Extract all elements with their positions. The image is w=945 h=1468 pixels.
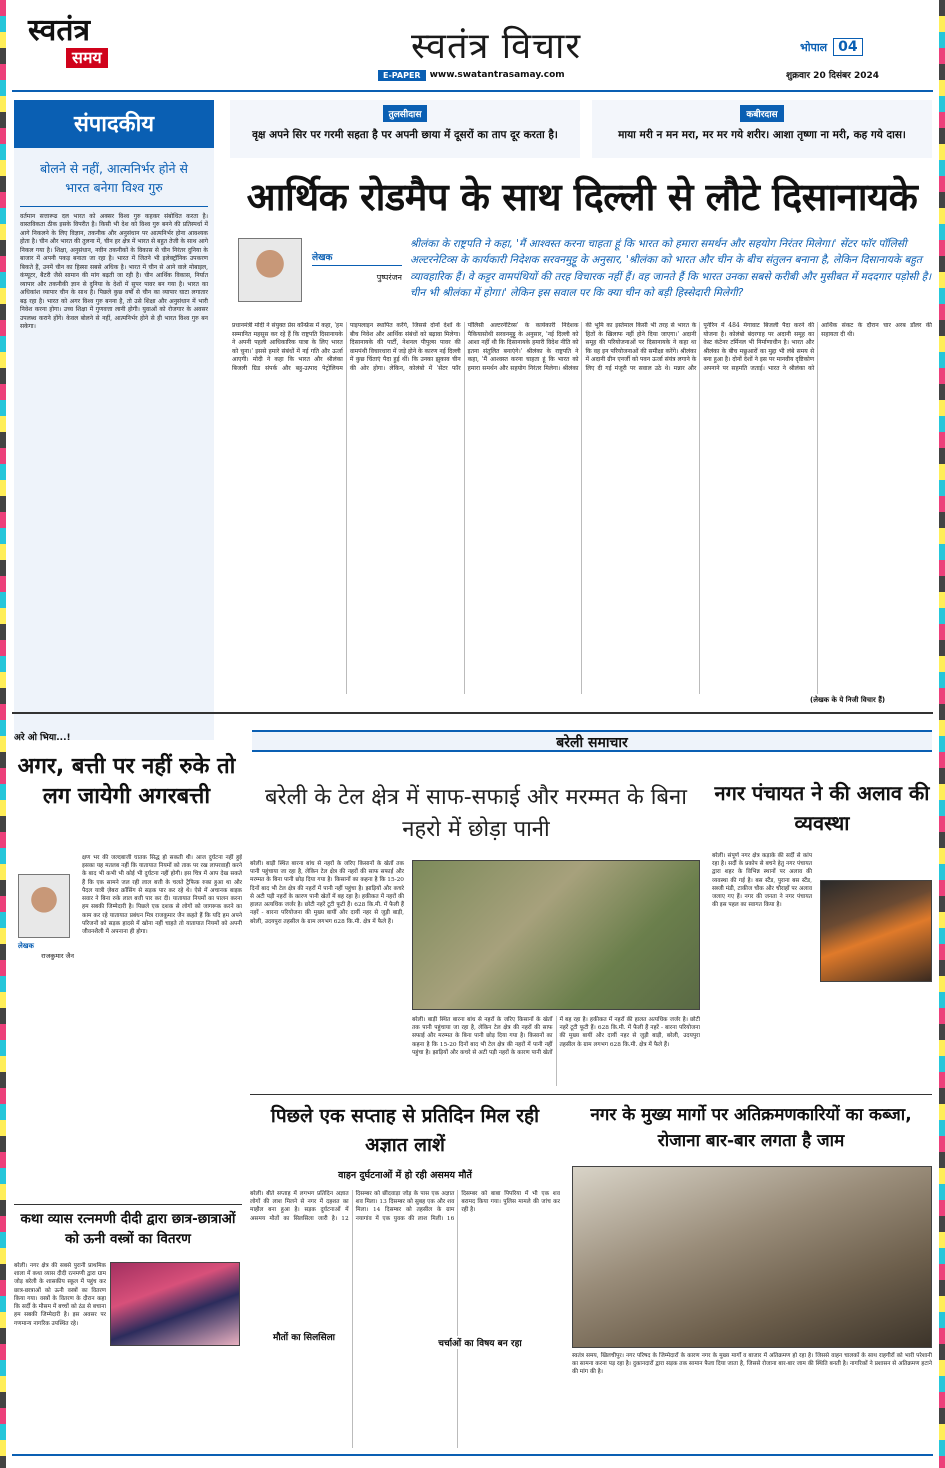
- lead-body: प्रधानमंत्री मोदी ने संयुक्त प्रेस कॉन्फ्रेंस में कहा, 'हम सम्मानित महसूस कर रहे हैं कि राष्ट्रपति दिसानायके ने अपनी पहली आधिकारिक यात्रा के लिए भारत को चुना।' इससे हमारे संबंधों में नई गति और ऊर्जा आएगी। मोदी ने कहा कि भारत और श्रीलंका बिजली ग्रिड संपर्क और बहु-उत्पाद पेट्रोलियम पाइपलाइन स्थापित करेंगे, जिससे दोनों देशों के बीच निवेश और आर्थिक संबंधों को बढ़ावा मिलेगा। दिसानायके की पार्टी, नेशनल पीपुल्स पावर की वामपंथी विचारधारा में जड़े होने के कारण नई दिल्ली में कुछ चिंताएं पैदा हुई थीं। कि उनका झुकाव चीन की ओर होगा। लेकिन, कोलंबो में 'सेंटर फॉर पॉलिसी अल्टरनेटिव्स' के कार्यकारी निदेशक पैकियासोथी सरवनमुट्टू के अनुसार, 'नई दिल्ली को आशा नहीं थी कि दिसानायके हमारी विदेश नीति को इतना संतुलित बनाएंगे।' श्रीलंका के राष्ट्रपति ने कहा, 'मैं आश्वस्त करना चाहता हूं कि भारत को हमारा समर्थन और सहयोग निरंतर मिलेगा। श्रीलंका की भूमि का इस्तेमाल किसी भी तरह से भारत के हितों के खिलाफ नहीं होने दिया जाएगा।' अदानी समूह की परियोजनाओं पर दिसानायके ने कहा था कि वह इन परियोजनाओं की समीक्षा करेंगे। श्रीलंका में अदानी ग्रीन एनर्जी को पवन ऊर्जा संयंत्र लगाने के लिए दी गई मंजूरी पर सवाल उठे थे। मन्नार और पूनेरिन में 484 मेगावाट बिजली पैदा करने की योजना है। कोलंबो बंदरगाह पर अदानी समूह का वेस्ट कंटेनर टर्मिनल भी निर्माणाधीन है। भारत और श्रीलंका के बीच मछुआरों का मुद्दा भी लंबे समय से बना हुआ है। दोनों देशों ने इस पर मानवीय दृष्टिकोण अपनाने पर सहमति जताई। भारत ने श्रीलंका को आर्थिक संकट के दौरान चार अरब डॉलर की सहायता दी थी।: [232, 322, 932, 372]
- story3-headline: पिछले एक सप्ताह से प्रतिदिन मिल रही अज्ञात लाशें: [270, 1105, 540, 1156]
- author-name: पुष्परंजन: [376, 273, 402, 282]
- city-page: [800, 38, 863, 56]
- author-photo: [238, 238, 302, 302]
- lead-footer: (लेखक के ये निजी विचार हैं): [810, 696, 886, 704]
- column-author-label: लेखक: [18, 942, 34, 950]
- sub-headline: कथा व्यास रत्नमणी दीदी द्वारा छात्र-छात्राओं को ऊनी वस्त्रों का वितरण: [20, 1211, 236, 1247]
- story1-body-a: बरेली। बाड़ी स्थित बारना बांध से नहरों के जरिए किसानों के खेतों तक पानी पहुंचाया जा रहा है, लेकिन टेल क्षेत्र की नहरों की साफ सफाई और मरम्मत के बिना पानी छोड़ दिया गया है। किसानों का कहना है कि 15-20 दिनों बाद भी टेल क्षेत्र की नहरों में पानी नहीं पहुंचा है। झाड़ियों और कचरे से अटी पड़ी नहरों के कारण पानी खेतों में बह रहा है। हकीकत में नहरों की हालत अत्यधिक जर्जर है। छोटी नहरें टूटी फूटी हैं। 628 कि.मी. में फैली हैं नहरें - बारना परियोजना की मुख्य बायीं और दायीं नहर से जुड़ी बाड़ी, बरेली, उदयपुरा तहसील के ग्राम लगभग 628 कि.मी. क्षेत्र में फैले हैं।: [250, 861, 404, 925]
- distribution-photo: [110, 1262, 240, 1346]
- bareli-section-header: [252, 730, 932, 752]
- column-body: [14, 854, 242, 1198]
- column-divider: [14, 1204, 242, 1205]
- editorial-column: [14, 100, 214, 740]
- epaper-strip: [378, 68, 565, 82]
- column-kicker: अरे ओ भिया...!: [14, 733, 71, 743]
- section-rule: [12, 712, 933, 714]
- editorial-label: संपादकीय: [14, 100, 214, 148]
- canal-photo: [412, 860, 700, 1010]
- bareli-section-label: बरेली समाचार: [556, 735, 628, 751]
- story2-body: [712, 852, 932, 1088]
- page-number: 04: [833, 38, 862, 56]
- column-headline: अगर, बत्ती पर नहीं रुके तो लग जायेगी अगरबत्ती: [17, 754, 236, 809]
- quote-text: माया मरी न मन मरा, मर मर गये शरीर। आशा तृष्णा ना मरी, कह गये दास।: [618, 129, 906, 141]
- lead-byline: [312, 250, 402, 283]
- editorial-body: वर्तमान सत्तारूढ दल भारत को अक्सर विश्व गुरु कहकर संबोधित करता है। वास्तविकता ठीक इसके विपरीत है। किसी भी देश को विश्व गुरु बनने की प्रतिस्पर्धा में आगे निकलने के लिए विज्ञान, तकनीक और अनुसंधान पर आत्मनिर्भर होना आवश्यक होता है। चीन और भारत की तुलना में, चीन हर क्षेत्र में भारत से बहुत तेजी के साथ आगे निकल गया है। शिक्षा, अनुसंधान, नवीन तकनीकों के विकास से चीन निरंतर दुनिया के बाजार में अपनी पकड़ बनाता जा रहा है। भारत में जितने भी इलेक्ट्रॉनिक उपकरण बिकते हैं, उनमें चीन का हिस्सा सबसे अधिक है। भारत में चीन से आने वाले मोबाइल, कंप्यूटर, बैटरी जैसे सामान की मांग बढ़ती जा रही है। चीन आर्थिक विकास, निर्यात व्यापार और तकनीकी ज्ञान से दुनिया के देशों में सुपर पावर बन गया है। भारत का अधिकांश व्यापार चीन के साथ है। पिछले कुछ वर्षों से चीन का व्यापार घाटा लगातार बढ़ रहा है। भारत को अगर विश्व गुरु बनना है, तो उसे शिक्षा और अनुसंधान में भारी निवेश करना होगा। उच्च शिक्षा में गुणवत्ता लानी होगी। युवाओं को रोजगार के अवसर उपलब्ध कराने होंगे। केवल बोलने से नहीं, आत्मनिर्भर होने से ही भारत विश्व गुरु बन सकेगा।: [20, 212, 208, 331]
- registration-bar-left: [0, 0, 6, 1468]
- page-bottom-rule: [12, 1454, 933, 1456]
- story3-box2: चर्चाओं का विषय बन रहा: [406, 1336, 554, 1349]
- logo-line1: स्वतंत्र: [28, 13, 91, 48]
- registration-bar-right: [939, 0, 945, 1468]
- logo-line2: समय: [66, 48, 108, 68]
- epaper-label: E-PAPER: [378, 70, 426, 81]
- quote-kabirdas: [592, 100, 932, 158]
- lead-headline: आर्थिक रोडमैप के साथ दिल्ली से लौटे दिसानायके: [246, 175, 918, 219]
- column-author-name: राजकुमार जैन: [41, 952, 74, 960]
- story4-headline: नगर के मुख्य मार्गो पर अतिक्रमणकारियों का कब्जा, रोजाना बार-बार लगता है जाम: [590, 1105, 912, 1152]
- logo: [28, 14, 148, 84]
- city-label: भोपाल: [800, 40, 828, 54]
- story3-body: बरेली। बीते सप्ताह में लगभग प्रतिदिन अज्ञात लोगों की लाश मिलने से नगर में दहशत का माहौल बना हुआ है। सड़क दुर्घटनाओं में असमय मौतों का सिलसिला जारी है। 12 दिसम्बर को छींदवाड़ा जोड़ के पास एक अज्ञात शव मिला। 13 दिसम्बर को सुबह एक और शव मिला। 14 दिसम्बर को तहसील के ग्राम नयागांव में एक युवक की लाश मिली। 16 दिसम्बर को बाबा पिपरिया में भी एक शव बरामद किया गया। पुलिस मामले की जांच कर रही है।: [250, 1191, 560, 1222]
- lead-deck: श्रीलंका के राष्ट्रपति ने कहा, 'मैं आश्वस्त करना चाहता हूं कि भारत को हमारा समर्थन और सहयोग निरंतर मिलेगा।' सेंटर फॉर पॉलिसी अल्टरनेटिव्स के कार्यकारी निदेशक सरवनमुट्टू के अनुसार, 'श्रीलंका को भारत और चीन के बीच संतुलन बनाना है, लेकिन दिसानायके बहुत व्यावहारिक हैं। वे कट्टर वामपंथियों की तरह विचारक नहीं हैं। वह जानते हैं कि भारत उनका सबसे करीबी और मुसीबत में मददगार पड़ोसी है। चीन भी श्रीलंका में होगा।' लेकिन इस सवाल पर कि क्या चीन को बड़ी हिस्सेदारी मिलेगी?: [410, 238, 932, 299]
- quote-author: तुलसीदास: [383, 105, 428, 122]
- traffic-jam-photo: [572, 1166, 932, 1348]
- page-title: स्वतंत्र विचार: [410, 26, 582, 67]
- masthead-rule: [12, 90, 933, 92]
- quote-author: कबीरदास: [740, 105, 783, 122]
- story2-headline: नगर पंचायत ने की अलाव की व्यवस्था: [714, 781, 930, 835]
- editorial-headline: बोलने से नहीं, आत्मनिर्भर होने से भारत बनेगा विश्व गुरु: [20, 148, 208, 207]
- sub-body: बरेली। नगर क्षेत्र की सबसे पुरानी प्राथमिक शाला में कथा व्यास दीदी रत्नमणी द्वारा ग्राम जोड़ बरेली के शासकीय स्कूल में पहुंच कर छात्र-छात्राओं को ऊनी वस्त्रों का वितरण किया गया। वस्त्रों के वितरण के दौरान कहा कि सर्दी के मौसम में बच्चों को ठंड से बचाना हम सबकी जिम्मेदारी है। इस अवसर पर गणमान्य नागरिक उपस्थित रहे।: [14, 1263, 106, 1327]
- website-url[interactable]: www.swatantrasamay.com: [429, 70, 565, 80]
- bareli-mid-rule: [250, 1094, 932, 1095]
- story3-subhead: वाहन दुर्घटनाओं में हो रही असमय मौतें: [338, 1170, 472, 1181]
- story3-box1: मौतों का सिलसिला: [256, 1330, 352, 1343]
- issue-date: शुक्रवार 20 दिसंबर 2024: [786, 71, 880, 81]
- author-label: लेखक: [312, 250, 402, 266]
- story2-body-text: बरेली। संपूर्ण नगर क्षेत्र कड़ाके की सर्दी से कांप रहा है। सर्दी के प्रकोप से बचने हेतु नगर पंचायत द्वारा शहर के विभिन्न स्थानों पर अलाव की व्यवस्था की गई है। बस स्टैंड, पुराना बस स्टैंड, सब्जी मंडी, टाकीज चौक और चौराहों पर अलाव जलाए गए हैं। नगर की जनता ने नगर पंचायत की इस पहल का स्वागत किया है।: [712, 853, 812, 909]
- story1-headline: बरेली के टेल क्षेत्र में साफ-सफाई और मरम्मत के बिना नहरो में छोड़ा पानी: [265, 785, 687, 842]
- quote-text: वृक्ष अपने सिर पर गरमी सहता है पर अपनी छाया में दूसरों का ताप दूर करता है।: [252, 129, 558, 141]
- quote-tulsidas: [230, 100, 580, 158]
- column-body-text: क्षण भर की जल्दबाजी घातक सिद्ध हो सकती थी। आज दुर्घटना नहीं हुई इसका यह मतलब नहीं कि यातायात नियमों को ताक पर रख लापरवाही करने के बाद भी कभी भी कोई भी दुर्घटना नहीं होगी। इस चित्र में आप देख सकते हैं कि एक सामने जल रही लाल बत्ती के चलते ट्रैफिक रुका हुआ था और पैदल यात्री ज़ेबरा क्रॉसिंग से सड़क पार कर रहे थे। ऐसे में अचानक बाइक सवार ने बिना रुके लाल बत्ती पार कर दी। यातायात नियमों का पालन करना हम सबकी जिम्मेदारी है। पिछले एक दशक से लोगों को जागरूक करने का काम कर रहे यातायात प्रबंधन मित्र राजकुमार जैन कहते हैं कि यदि हम अपने परिजनों को सड़क हादसे में खोना नहीं चाहते तो यातायात नियमों को अपनी जीवनशैली में अपनाना ही होगा।: [82, 855, 242, 935]
- story1-body-b: बरेली। बाड़ी स्थित बारना बांध से नहरों के जरिए किसानों के खेतों तक पानी पहुंचाया जा रहा है, लेकिन टेल क्षेत्र की नहरों की साफ सफाई और मरम्मत के बिना पानी छोड़ दिया गया है। किसानों का कहना है कि 15-20 दिनों बाद भी टेल क्षेत्र की नहरों में पानी नहीं पहुंचा है। झाड़ियों और कचरे से अटी पड़ी नहरों के कारण पानी खेतों में बह रहा है। हकीकत में नहरों की हालत अत्यधिक जर्जर है। छोटी नहरें टूटी फूटी हैं। 628 कि.मी. में फैली हैं नहरें - बारना परियोजना की मुख्य बायीं और दायीं नहर से जुड़ी बाड़ी, बरेली, उदयपुरा तहसील के ग्राम लगभग 628 कि.मी. क्षेत्र में फैले हैं।: [412, 1017, 700, 1056]
- story4-body: स्वतंत्र समय, खिलचीपुर। नगर परिषद के जिम्मेदारों के कारण नगर के मुख्य मार्गों व बाजार में अतिक्रमण हो रहा है। जिससे वाहन चालकों के साथ राहगीरों को भारी परेशानी का सामना करना पड़ रहा है। दुकानदारों द्वारा सड़क तक सामान फैला दिया जाता है, जिससे रोजाना बार-बार जाम की स्थिति बनती है। नागरिकों ने प्रशासन से अतिक्रमण हटाने की मांग की है।: [572, 1353, 932, 1376]
